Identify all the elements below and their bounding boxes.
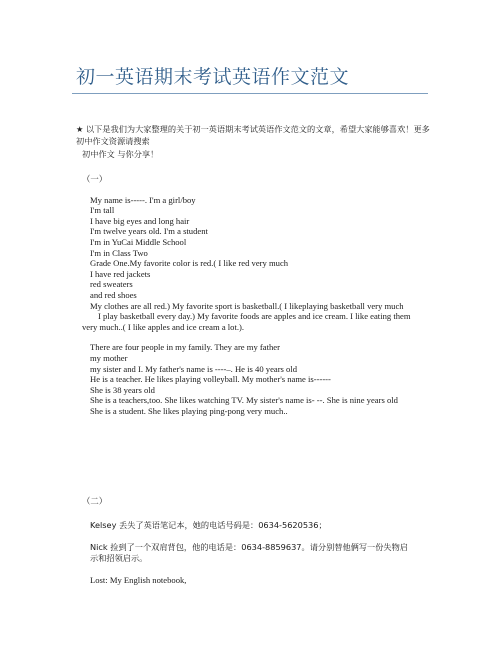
family-line: She is a student. She likes playing ping-pong very much..	[90, 405, 288, 416]
family-line: There are four people in my family. They are my father	[90, 342, 280, 353]
section-1-line: I'm in YuCai Middle School	[90, 236, 187, 247]
family-line: He is a teacher. He likes playing volleyball. My mother's name is------	[90, 374, 331, 385]
section-1-line: I have big eyes and long hair	[90, 215, 190, 226]
section-1-paragraph-cont: very much..( I like apples and ice cream a lot.).	[82, 321, 245, 332]
page-title: 初一英语期末考试英语作文范文	[76, 66, 350, 88]
section-1-paragraph-cont: I play basketball every day.) My favorite foods are apples and ice cream. I like eating them	[98, 311, 411, 322]
family-line: my sister and I. My father's name is ----–. He is 40 years old	[90, 363, 298, 374]
section-1-line: My name is-----. I'm a girl/boy	[90, 194, 196, 205]
section-2-line: Nick 捡到了一个双肩背包，他的电话是：0634-8859637。请分别替他俩写一份失物启	[90, 542, 408, 553]
section-2-line: Lost: My English notebook,	[90, 575, 187, 586]
section-1-heading: （一）	[82, 174, 108, 184]
family-line: She is a teachers,too. She likes watching TV. My sister's name is- --. She is nine years old	[90, 395, 398, 406]
section-1-line: I'm twelve years old. I'm a student	[90, 226, 208, 237]
title-underline	[72, 93, 428, 94]
intro-subtext: 初中作文 与你分享！	[82, 149, 159, 159]
section-1-paragraph: My clothes are all red.) My favorite sport is basketball.( I likeplaying basketball very much	[90, 300, 404, 311]
section-1	[82, 174, 432, 416]
section-1-line: I have red jackets	[90, 268, 151, 279]
section-1-line: I'm tall	[90, 205, 115, 216]
section-2	[82, 496, 432, 586]
section-1-line: red sweaters	[90, 279, 133, 290]
family-line: She is 38 years old	[90, 384, 155, 395]
section-2-line: Kelsey 丢失了英语笔记本，她的电话号码是：0634-5620536；	[90, 519, 327, 530]
section-1-line: Grade One.My favorite color is red.( I like red very much	[90, 258, 289, 269]
section-1-line: and red shoes	[90, 289, 137, 300]
intro-text: ★ 以下是我们为大家整理的关于初一英语期末考试英语作文范文的文章，希望大家能够喜欢！更多初中作文资源请搜索	[76, 124, 430, 146]
family-line: my mother	[90, 352, 128, 363]
section-1-line: I'm in Class Two	[90, 247, 148, 258]
section-2-line-cont: 示和招领启示。	[90, 552, 148, 563]
section-2-heading: （二）	[82, 496, 108, 506]
